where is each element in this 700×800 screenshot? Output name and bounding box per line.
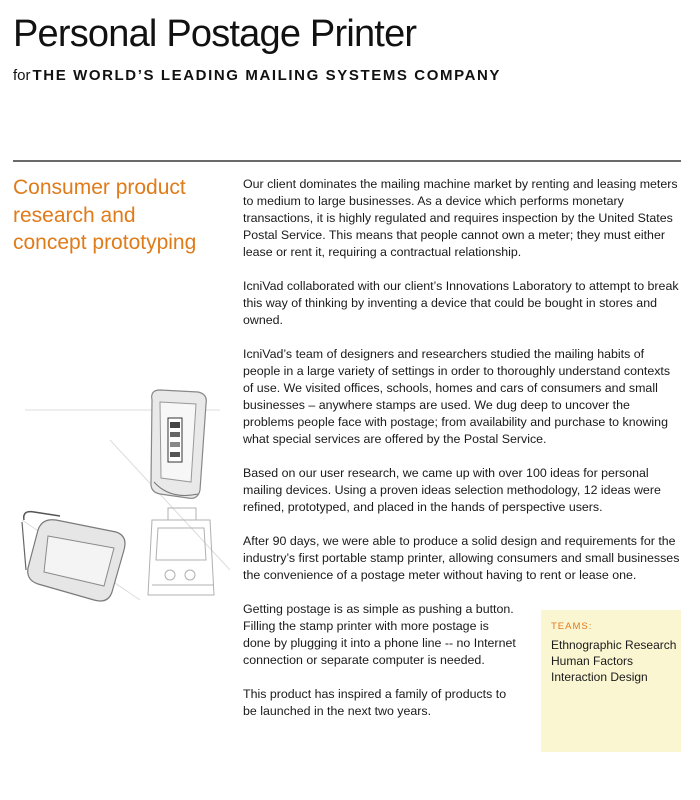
paragraph: IcniVad’s team of designers and researchers studied the mailing habits of people in a large variety of settings in order to thoroughly understand contexts of use. We visited offices, schools, homes and cars of consumers and small businesses – anywhere stamps are used. We dug deep to uncover the problems people face with postage; from availability and purchase to knowing what special services are offered by the Postal Service.	[243, 347, 671, 446]
teams-label: TEAMS:	[551, 621, 593, 632]
paragraph: Based on our user research, we came up with over 100 ideas for personal mailing devices. Using a proven ideas selection methodology, 12 ideas were refined, prototyped, and placed in the hands of perspective users.	[243, 466, 661, 514]
teams-box	[541, 610, 681, 752]
paragraph: Getting postage is as simple as pushing a button. Filling the stamp printer with more postage is done by plugging it into a phone line -- no Internet connection or separate computer is needed.	[243, 602, 516, 667]
handheld-printer-sketch	[151, 390, 206, 498]
section-heading: Consumer product research and concept prototyping	[13, 176, 197, 254]
product-illustration	[20, 370, 235, 610]
team-item: Ethnographic Research	[551, 638, 677, 652]
subtitle-company: THE WORLD’S LEADING MAILING SYSTEMS COMPANY	[32, 67, 502, 84]
paragraph: Our client dominates the mailing machine market by renting and leasing meters to medium to large businesses. As a device which performs monetary transactions, it is highly regulated and requires inspection by the United States Postal Service. This means that people cannot own a meter; they must either lease or rent it, requiring a contractual relationship.	[243, 177, 678, 259]
paragraph: This product has inspired a family of products to be launched in the next two years.	[243, 687, 507, 718]
team-item: Interaction Design	[551, 670, 648, 684]
page-subtitle	[13, 66, 501, 86]
paragraph: IcniVad collaborated with our client’s Innovations Laboratory to attempt to break this way of thinking by inventing a device that could be bought in stores and owned.	[243, 279, 679, 327]
section-divider	[13, 160, 681, 162]
subtitle-prefix: for	[13, 67, 31, 84]
page-title: Personal Postage Printer	[13, 13, 417, 55]
paragraph: After 90 days, we were able to produce a solid design and requirements for the industry’s first portable stamp printer, allowing consumers and small businesses the convenience of a postage meter without having to rent or lease one.	[243, 534, 680, 582]
desktop-printer-sketch	[22, 512, 125, 601]
standing-printer-sketch	[148, 508, 214, 595]
team-item: Human Factors	[551, 654, 634, 668]
